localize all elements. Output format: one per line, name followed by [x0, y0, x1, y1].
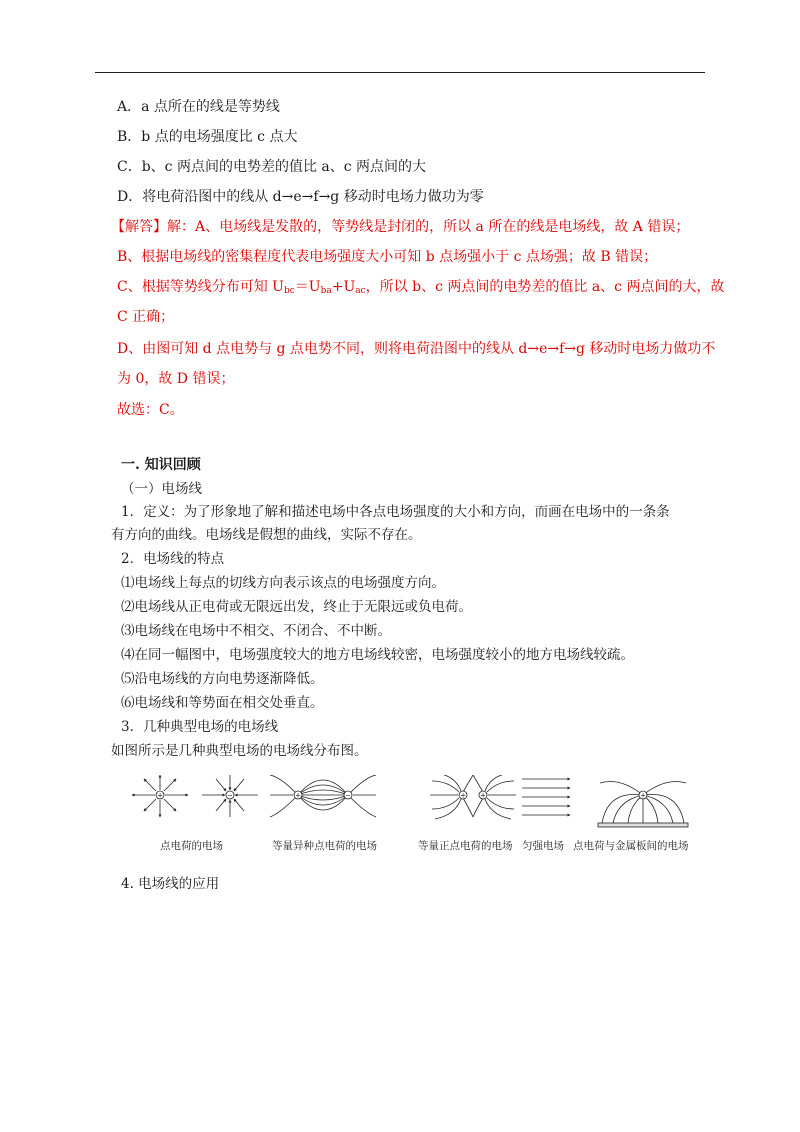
feature-3: ⑶电场线在电场中不相交、不闭合、不中断。	[121, 623, 391, 639]
knowledge-heading: 一. 知识回顾	[121, 457, 201, 473]
caption-point-charge: 点电荷的电场	[160, 840, 223, 852]
feature-1: ⑴电场线上每点的切线方向表示该点的电场强度方向。	[121, 575, 445, 591]
answer-line-6: 为 0，故 D 错误；	[117, 371, 235, 387]
feature-2: ⑵电场线从正电荷或无限远出发，终止于无限远或负电荷。	[121, 599, 472, 615]
subheading-field-lines: （一）电场线	[121, 481, 202, 497]
answer-line-2: B、根据电场线的密集程度代表电场强度大小可知 b 点场强小于 c 点场强；故 B 错误；	[117, 249, 658, 265]
plus-sign: +	[460, 791, 466, 800]
answer-line-7: 故选：C。	[117, 402, 184, 418]
dipole-diagram	[270, 775, 376, 817]
applications-title: 4. 电场线的应用	[121, 876, 220, 892]
answer-line-4: C 正确；	[117, 309, 175, 325]
option-d: D．将电荷沿图中的线从 d→e→f→g 移动时电场力做功为零	[117, 189, 484, 205]
like-charges-diagram	[430, 775, 516, 819]
plus-sign: +	[295, 791, 301, 800]
typical-fields-intro: 如图所示是几种典型电场的电场线分布图。	[111, 743, 368, 759]
feature-5: ⑸沿电场线的方向电势逐渐降低。	[121, 671, 324, 687]
answer-tag: 【解答】	[111, 219, 167, 235]
minus-sign: −	[345, 791, 351, 800]
definition-line-2: 有方向的曲线。电场线是假想的曲线，实际不存在。	[111, 527, 422, 543]
plus-sign: +	[157, 791, 163, 800]
caption-uniform-field: 匀强电场	[522, 840, 564, 852]
plus-sign: +	[640, 791, 646, 800]
option-a: A．a 点所在的线是等势线	[117, 99, 280, 115]
caption-like-charges: 等量正点电荷的电场	[418, 840, 513, 852]
answer-line-5: D、由图可知 d 点电势与 g 点电势不同，则将电荷沿图中的线从 d→e→f→g 移动时电场力做功不	[117, 341, 716, 357]
answer-line-3: C、根据等势线分布可知 $U_{bc}=U_{ba}+U_{ac}$，所以 b、c 两点间的电势差的值比 a、c 两点间的大，故	[117, 279, 725, 296]
uniform-field-diagram	[522, 779, 570, 815]
caption-dipole: 等量异种点电荷的电场	[272, 840, 377, 852]
features-title: 2．电场线的特点	[121, 551, 225, 567]
definition-line-1: 1．定义：为了形象地了解和描述电场中各点电场强度的大小和方向，而画在电场中的一条条	[121, 504, 670, 520]
option-c: C．b、c 两点间的电势差的值比 a、c 两点间的大	[117, 159, 427, 175]
plus-sign: +	[480, 791, 486, 800]
caption-charge-plate: 点电荷与金属板间的电场	[573, 840, 689, 852]
option-b: B．b 点的电场强度比 c 点大	[117, 129, 298, 145]
minus-sign: −	[227, 791, 233, 800]
header-rule	[95, 72, 705, 73]
answer-line-1: 【解答】解：A、电场线是发散的，等势线是封闭的，所以 a 所在的线是电场线，故 A 错误；	[111, 219, 690, 235]
typical-fields-title: 3．几种典型电场的电场线	[121, 719, 279, 735]
feature-6: ⑹电场线和等势面在相交处垂直。	[121, 695, 324, 711]
charge-plate-diagram	[598, 782, 688, 828]
feature-4: ⑷在同一幅图中，电场强度较大的地方电场线较密，电场强度较小的地方电场线较疏。	[121, 647, 634, 663]
